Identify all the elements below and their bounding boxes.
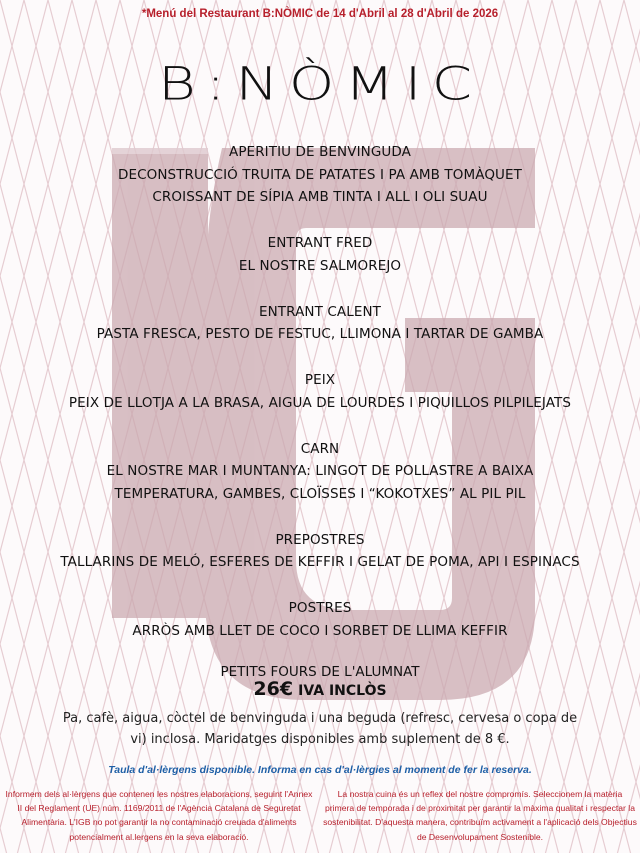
price-amount: 26€	[253, 678, 294, 700]
menu-section-prepostres	[0, 529, 640, 574]
menu-list	[0, 141, 640, 666]
dish-line: PASTA FRESCA, PESTO DE FESTUC, LLIMONA I TARTAR DE GAMBA	[96, 326, 544, 342]
menu-section-entrant-calent	[0, 301, 640, 346]
course-heading: PREPOSTRES	[275, 531, 365, 548]
menu-date-note: *Menú del Restaurant B:NÒMIC de 14 d'Abril al 28 d'Abril de 2026	[141, 8, 499, 20]
petits-fours-heading: PETITS FOURS DE L'ALUMNAT	[220, 664, 420, 680]
menu-section-peix	[0, 369, 640, 414]
footer-sustainability: La nostra cuina és un reflex del nostre compromís. Seleccionem la matèria primera de temporada i de proximitat per garantir la màxima qualitat i respectar la sostenibilitat. D'aquesta manera, contribuïm activament a l'aplicació dels Objectius de Desenvolupament Sostenible.	[323, 789, 637, 842]
dish-line: TEMPERATURA, GAMBES, CLOÏSSES I “KOKOTXES” AL PIL PIL	[114, 485, 526, 502]
course-heading: CARN	[300, 440, 340, 457]
price-tax-note: IVA INCLÒS	[298, 683, 387, 699]
allergen-note: Taula d'al·lèrgens disponible. Informa en cas d'al·lèrgies al moment de fer la reserva.	[108, 764, 532, 776]
dish-line: DECONSTRUCCIÓ TRUITA DE PATATES I PA AMB TOMÀQUET	[117, 166, 523, 183]
dish-line: EL NOSTRE SALMOREJO	[238, 257, 402, 274]
course-heading: PEIX	[304, 372, 336, 388]
dish-line: ARRÒS AMB LLET DE COCO I SORBET DE LLIMA KEFFIR	[132, 622, 508, 639]
menu-section-postres	[0, 597, 640, 642]
menu-section-carn	[0, 438, 640, 506]
dish-line: EL NOSTRE MAR I MUNTANYA: LINGOT DE POLLASTRE A BAIXA	[106, 463, 534, 479]
included-items-text: Pa, cafè, aigua, còctel de benvinguda i una beguda (refresc, cervesa o copa de vi) inclosa. Maridatges disponibles amb suplement de 8 €.	[62, 711, 578, 747]
dish-line: TALLARINS DE MELÓ, ESFERES DE KEFFIR I GELAT DE POMA, API I ESPINACS	[60, 554, 580, 570]
course-heading: ENTRANT FRED	[267, 235, 373, 251]
restaurant-logo: B:NÒMIC	[157, 57, 483, 111]
dish-line: PEIX DE LLOTJA A LA BRASA, AIGUA DE LOURDES I PIQUILLOS PILPILEJATS	[68, 394, 572, 411]
course-heading: ENTRANT CALENT	[258, 303, 382, 320]
menu-price	[0, 678, 640, 700]
footer-allergen-legal: Informem dels al·lèrgens que contenen les nostres elaboracions, seguint l'Annex II del Reglament (UE) núm. 1169/2011 de l'Agència Catalana de Seguretat Alimentària. L'IGB no pot garantir la no contaminació creuada d'aliments potencialment al.lergens en la seva elaboració.	[5, 789, 313, 842]
course-heading: POSTRES	[288, 600, 352, 616]
course-heading: APERITIU DE BENVINGUDA	[228, 144, 412, 160]
menu-section-aperitiu	[0, 141, 640, 209]
dish-line: CROISSANT DE SÍPIA AMB TINTA I ALL I OLI SUAU	[152, 189, 488, 205]
menu-section-entrant-fred	[0, 232, 640, 277]
